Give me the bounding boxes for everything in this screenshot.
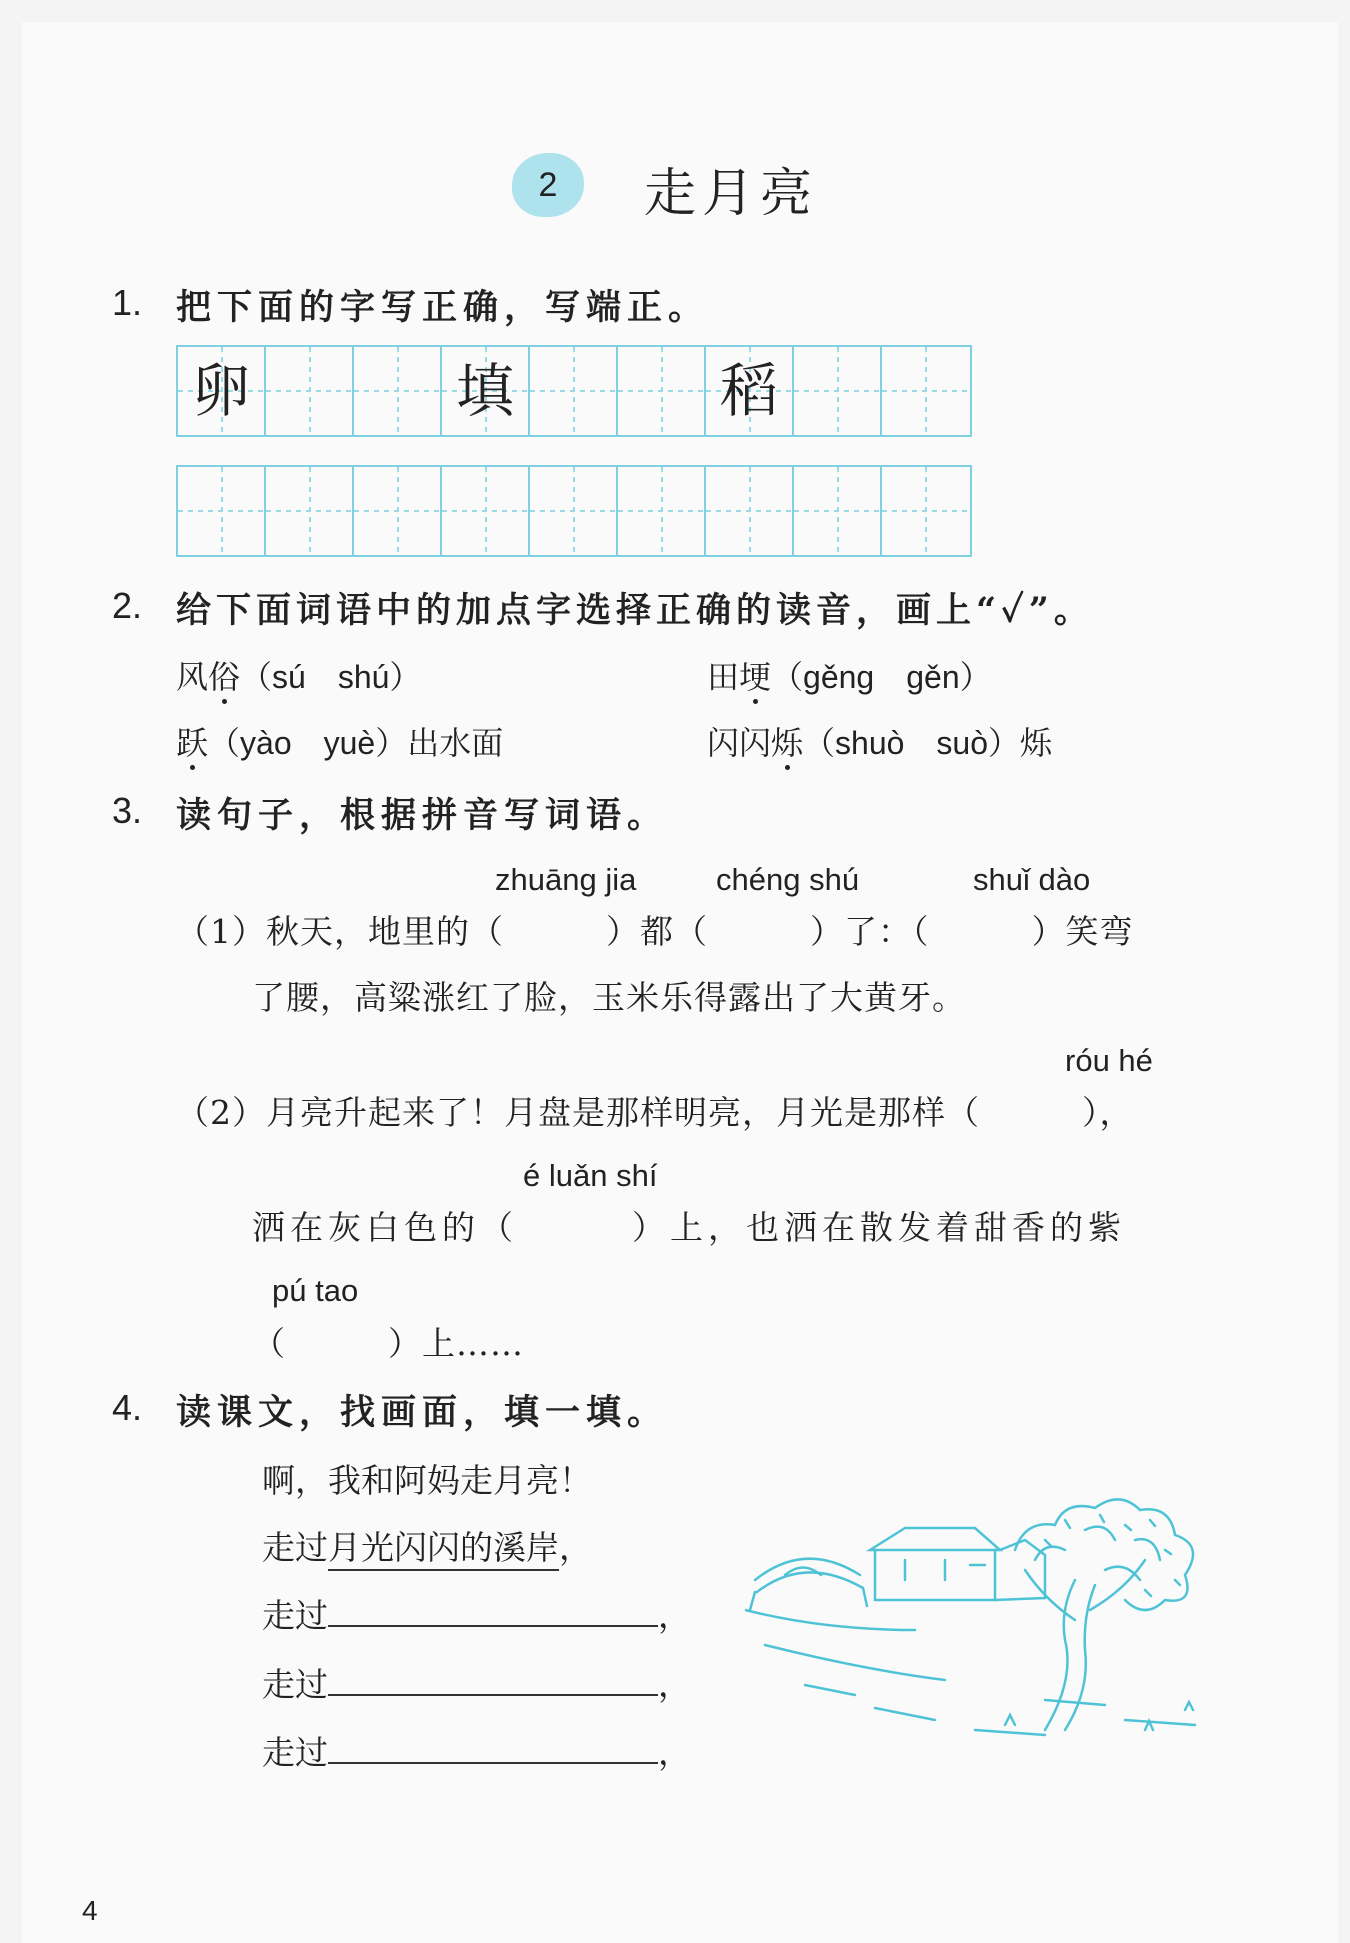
grid-cell[interactable] (178, 467, 266, 555)
page-number: 4 (82, 1895, 98, 1926)
sentence-2-line-3: （ ）上…… (252, 1324, 524, 1363)
dotted-character: 俗 (208, 658, 241, 696)
grid-cell[interactable] (442, 467, 530, 555)
grid-cell[interactable] (266, 347, 354, 435)
grid-cell[interactable] (530, 467, 618, 555)
poem-suffix: ， (658, 1596, 691, 1635)
word-part: 田 (707, 658, 740, 696)
sentence-2-line-1: （2）月亮升起来了！月盘是那样明亮，月光是那样（ ）， (176, 1093, 1134, 1132)
writing-grid-row-2 (176, 465, 972, 557)
dotted-character: 烁 (771, 724, 804, 762)
grid-cell[interactable] (794, 347, 882, 435)
pinyin-options[interactable]: （shuò suò） (803, 725, 1021, 761)
dotted-character: 跃 (176, 724, 209, 762)
question-3-number: 3. (112, 790, 143, 831)
poem-prefix: 走过 (262, 1528, 328, 1567)
word-part: 烁 (1020, 724, 1053, 762)
question-2-text: 给下面词语中的加点字选择正确的读音，画上“✓”。 (176, 590, 1094, 631)
sentence-1-line-2: 了腰，高粱涨红了脸，玉米乐得露出了大黄牙。 (252, 978, 966, 1017)
question-4-text: 读课文，找画面，填一填。 (176, 1392, 669, 1433)
question-2-number: 2. (112, 585, 143, 626)
poem-line-1: 啊，我和阿妈走月亮！ (262, 1461, 592, 1500)
answer-blank[interactable] (328, 1732, 658, 1764)
pronunciation-item (707, 652, 992, 698)
riverside-tree-illustration (745, 1480, 1215, 1740)
grid-cell[interactable] (706, 467, 794, 555)
poem-prefix: 走过 (262, 1733, 328, 1772)
grid-cell[interactable] (530, 347, 618, 435)
pinyin-hint: shuǐ dào (973, 862, 1091, 897)
grid-cell[interactable] (354, 467, 442, 555)
sentence-1-line-1: （1）秋天，地里的（ ）都（ ）了：（ ）笑弯 (176, 912, 1134, 951)
writing-grid-row-1 (176, 345, 972, 437)
poem-suffix: ， (658, 1733, 691, 1772)
question-3-text: 读句子，根据拼音写词语。 (176, 795, 669, 836)
lesson-number-badge: 2 (512, 153, 584, 217)
grid-cell[interactable] (618, 347, 706, 435)
lesson-header (512, 145, 912, 225)
grid-cell[interactable]: 稻 (706, 347, 794, 435)
pinyin-options[interactable]: （gěng gěn） (771, 659, 992, 695)
pronunciation-item (707, 718, 1052, 764)
poem-fill-line (262, 1659, 691, 1706)
grid-cell[interactable] (618, 467, 706, 555)
word-part: 风 (176, 658, 209, 696)
question-1-number: 1. (112, 282, 143, 323)
grid-cell[interactable] (794, 467, 882, 555)
pinyin-hint: pú tao (272, 1273, 359, 1308)
grid-cell[interactable] (882, 347, 970, 435)
sentence-2-line-2: 洒在灰白色的（ ）上，也洒在散发着甜香的紫 (252, 1208, 1126, 1247)
dotted-character: 埂 (739, 658, 772, 696)
grid-cell[interactable] (354, 347, 442, 435)
grid-cell[interactable] (882, 467, 970, 555)
poem-prefix: 走过 (262, 1665, 328, 1704)
poem-fill-line (262, 1590, 691, 1637)
poem-line-2 (262, 1522, 592, 1569)
pinyin-hint: é luǎn shí (523, 1158, 658, 1193)
example-answer: 月光闪闪的溪岸 (328, 1528, 559, 1571)
pronunciation-item (176, 652, 421, 698)
grid-cell[interactable] (266, 467, 354, 555)
pinyin-hint: zhuāng jia (495, 862, 637, 897)
grid-cell[interactable]: 卵 (178, 347, 266, 435)
answer-blank[interactable] (328, 1664, 658, 1696)
poem-suffix: ， (559, 1528, 592, 1567)
poem-fill-line (262, 1727, 691, 1774)
pronunciation-item (176, 718, 503, 764)
grid-cell[interactable]: 填 (442, 347, 530, 435)
poem-prefix: 走过 (262, 1596, 328, 1635)
answer-blank[interactable] (328, 1595, 658, 1627)
lesson-title: 走月亮 (644, 164, 819, 224)
poem-suffix: ， (658, 1665, 691, 1704)
pinyin-options[interactable]: （sú shú） (240, 659, 422, 695)
pinyin-hint: chéng shú (716, 862, 860, 897)
pinyin-hint: róu hé (1065, 1043, 1153, 1078)
word-part: 出水面 (407, 724, 504, 762)
question-4-number: 4. (112, 1387, 143, 1428)
pinyin-options[interactable]: （yào yuè） (208, 725, 408, 761)
word-part: 闪闪 (707, 724, 772, 762)
question-1-text: 把下面的字写正确，写端正。 (176, 287, 710, 328)
